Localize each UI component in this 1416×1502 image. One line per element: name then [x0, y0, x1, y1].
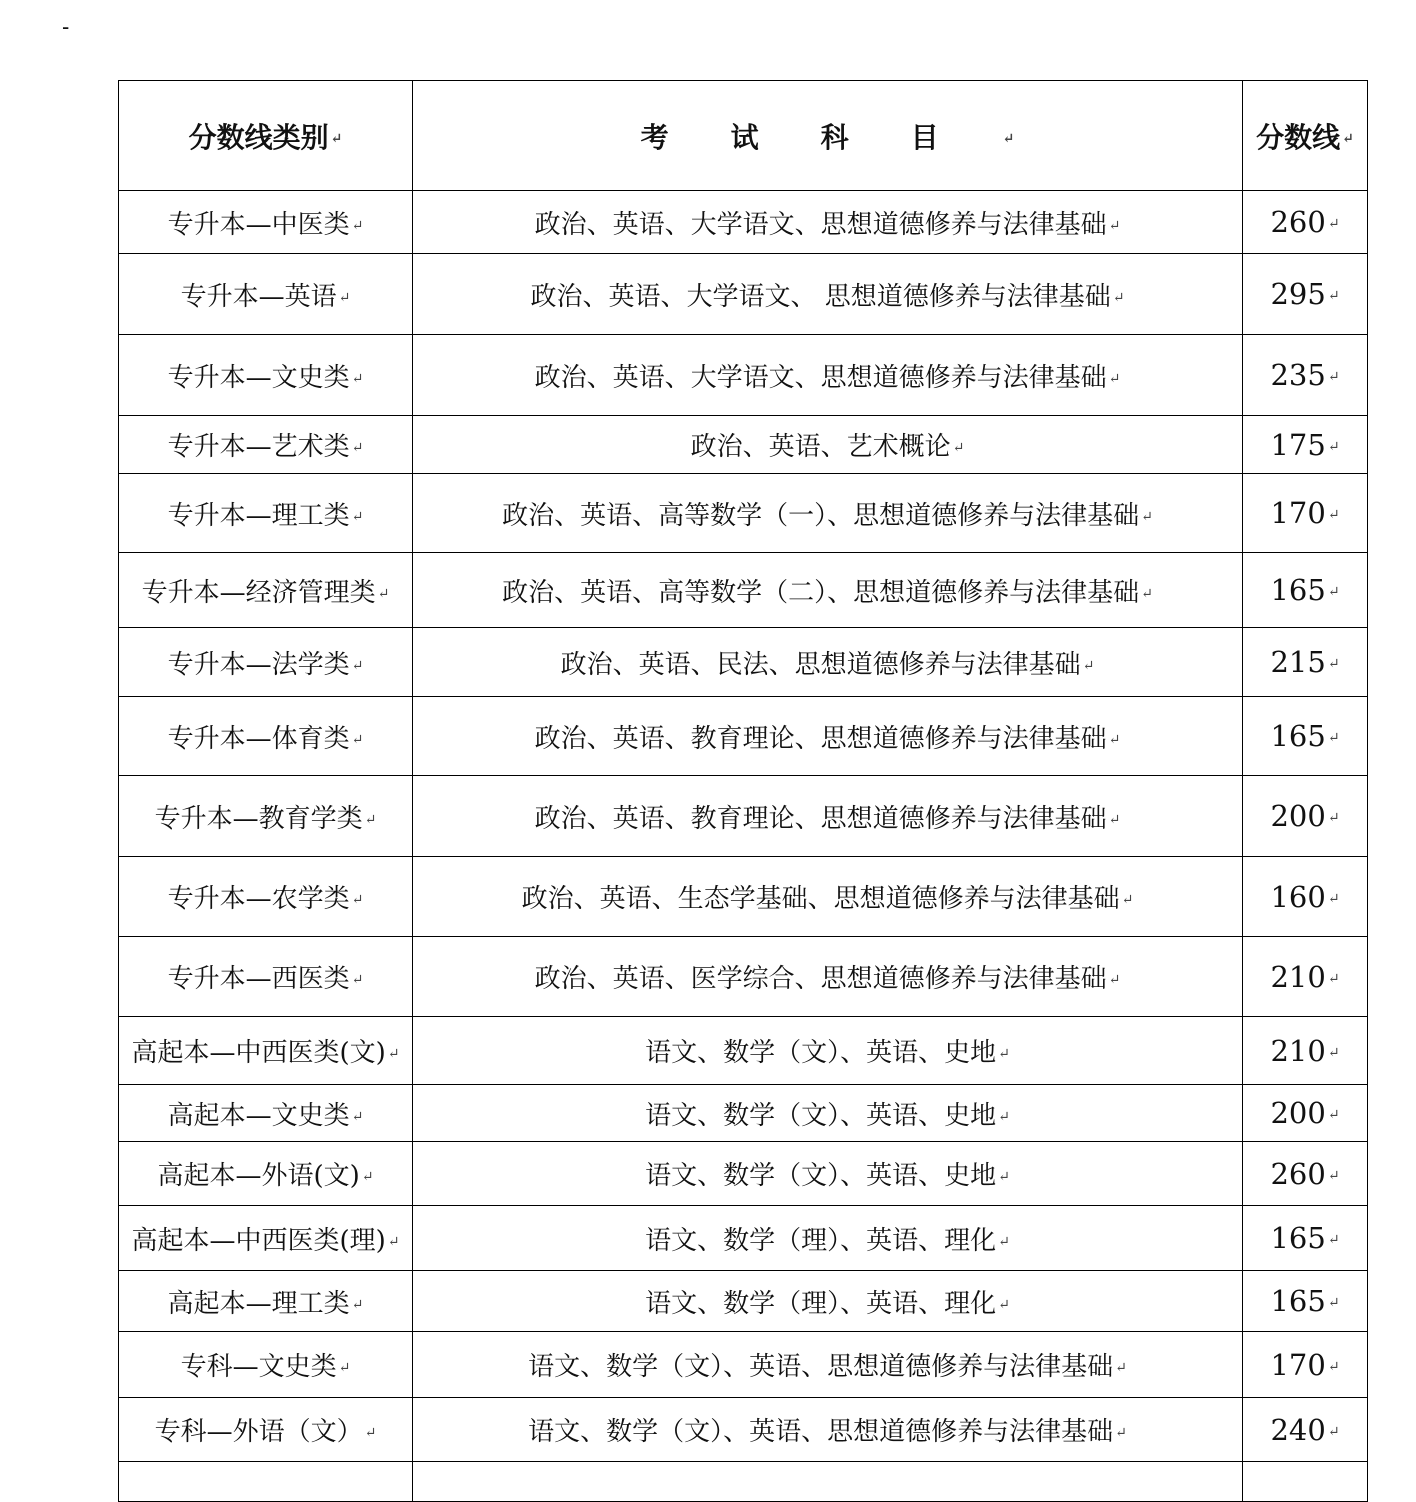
category-cell: 专科—文史类 ↵: [119, 1332, 413, 1398]
score-cell: 170 ↵: [1243, 474, 1368, 553]
paragraph-mark: ↵: [1327, 1044, 1340, 1061]
category-cell: 专升本—文史类 ↵: [119, 335, 413, 416]
paragraph-mark: ↵: [1327, 890, 1340, 907]
paragraph-mark: ↵: [351, 508, 364, 525]
category-cell: 专升本—农学类 ↵: [119, 857, 413, 937]
category-cell: 高起本—中西医类(文) ↵: [119, 1017, 413, 1085]
score-cell: 165 ↵: [1243, 1206, 1368, 1271]
table-row: [119, 776, 1368, 857]
subjects-cell: 政治、英语、高等数学（一）、思想道德修养与法律基础 ↵: [413, 474, 1243, 553]
table-row: [119, 1462, 1368, 1502]
header-category: 分数线类别 ↵: [119, 81, 413, 191]
paragraph-mark: ↵: [1327, 288, 1340, 304]
subjects-cell: 政治、英语、高等数学（二）、思想道德修养与法律基础 ↵: [413, 553, 1243, 628]
subjects-cell: 语文、数学（文）、英语、史地 ↵: [413, 1017, 1243, 1085]
score-cell: 165 ↵: [1243, 697, 1368, 776]
score-cell: 260 ↵: [1243, 191, 1368, 254]
paragraph-mark: ↵: [1327, 369, 1340, 385]
subjects-cell: 政治、英语、医学综合、思想道德修养与法律基础 ↵: [413, 937, 1243, 1017]
score-line-table: [118, 80, 1368, 1502]
paragraph-mark: ↵: [1327, 584, 1340, 600]
table-row: [119, 1085, 1368, 1142]
paragraph-mark: ↵: [338, 289, 351, 306]
table-row: [119, 416, 1368, 474]
paragraph-mark: ↵: [998, 1169, 1010, 1185]
paragraph-mark: ↵: [387, 1046, 400, 1062]
paragraph-mark: ↵: [998, 1233, 1010, 1250]
table-row: [119, 697, 1368, 776]
paragraph-mark: ↵: [330, 131, 343, 147]
paragraph-mark: ↵: [338, 1360, 351, 1376]
paragraph-mark: ↵: [351, 657, 364, 674]
subjects-cell: 政治、英语、大学语文、 思想道德修养与法律基础 ↵: [413, 254, 1243, 335]
header-subjects: 考试科目 ↵: [413, 81, 1243, 191]
score-cell: [1243, 1462, 1368, 1502]
paragraph-mark: ↵: [1082, 657, 1095, 674]
category-cell: 专升本—理工类 ↵: [119, 474, 413, 553]
paragraph-mark: ↵: [1342, 131, 1354, 147]
paragraph-mark: ↵: [351, 217, 364, 234]
subjects-cell: 政治、英语、教育理论、思想道德修养与法律基础 ↵: [413, 697, 1243, 776]
score-cell: 240 ↵: [1243, 1398, 1368, 1462]
score-cell: 170 ↵: [1243, 1332, 1368, 1398]
category-cell: 高起本—外语(文) ↵: [119, 1142, 413, 1206]
score-cell: 210 ↵: [1243, 937, 1368, 1017]
paragraph-mark: ↵: [1327, 1295, 1340, 1311]
table-row: [119, 1398, 1368, 1462]
table-row: [119, 857, 1368, 937]
subjects-cell: 政治、英语、艺术概论 ↵: [413, 416, 1243, 474]
paragraph-mark: ↵: [361, 1169, 374, 1185]
paragraph-mark: ↵: [1327, 507, 1340, 523]
paragraph-mark: ↵: [1112, 289, 1125, 306]
paragraph-mark: ↵: [1115, 1360, 1127, 1376]
table-row: [119, 1332, 1368, 1398]
score-cell: 175 ↵: [1243, 416, 1368, 474]
paragraph-mark: ↵: [351, 1296, 364, 1313]
table-row: [119, 1271, 1368, 1332]
category-cell: 专升本—法学类 ↵: [119, 628, 413, 697]
subjects-cell: 语文、数学（理）、英语、理化 ↵: [413, 1271, 1243, 1332]
paragraph-mark: ↵: [377, 585, 390, 602]
category-cell: 专科—外语（文） ↵: [119, 1398, 413, 1462]
score-cell: 165 ↵: [1243, 553, 1368, 628]
paragraph-mark: ↵: [387, 1233, 400, 1250]
paragraph-mark: ↵: [1108, 811, 1121, 828]
table-row: [119, 335, 1368, 416]
subjects-cell: 政治、英语、教育理论、思想道德修养与法律基础 ↵: [413, 776, 1243, 857]
score-cell: 235 ↵: [1243, 335, 1368, 416]
table-row: [119, 474, 1368, 553]
paragraph-mark: ↵: [998, 1046, 1010, 1062]
paragraph-mark: ↵: [1327, 730, 1340, 746]
subjects-cell: 语文、数学（文）、英语、思想道德修养与法律基础 ↵: [413, 1398, 1243, 1462]
paragraph-mark: ↵: [1327, 1423, 1340, 1440]
table-row: [119, 1142, 1368, 1206]
header-score: 分数线 ↵: [1243, 81, 1368, 191]
subjects-cell: 语文、数学（文）、英语、思想道德修养与法律基础 ↵: [413, 1332, 1243, 1398]
table-row: [119, 1017, 1368, 1085]
subjects-cell: [413, 1462, 1243, 1502]
category-cell: 高起本—理工类 ↵: [119, 1271, 413, 1332]
category-cell: 专升本—体育类 ↵: [119, 697, 413, 776]
paragraph-mark: ↵: [351, 731, 364, 748]
paragraph-mark: ↵: [1327, 1167, 1340, 1184]
paragraph-mark: ↵: [1327, 656, 1340, 672]
table-row: [119, 937, 1368, 1017]
subjects-cell: 语文、数学（文）、英语、史地 ↵: [413, 1142, 1243, 1206]
score-cell: 295 ↵: [1243, 254, 1368, 335]
table-row: [119, 191, 1368, 254]
paragraph-mark: ↵: [998, 1296, 1010, 1313]
score-cell: 160 ↵: [1243, 857, 1368, 937]
paragraph-mark: ↵: [351, 370, 364, 387]
score-cell: 165 ↵: [1243, 1271, 1368, 1332]
subjects-cell: 政治、英语、大学语文、思想道德修养与法律基础 ↵: [413, 335, 1243, 416]
score-cell: 200 ↵: [1243, 1085, 1368, 1142]
paragraph-mark: ↵: [1327, 1232, 1340, 1248]
paragraph-mark: ↵: [364, 811, 377, 828]
table-row: [119, 1206, 1368, 1271]
subjects-cell: 政治、英语、生态学基础、思想道德修养与法律基础 ↵: [413, 857, 1243, 937]
stray-dash-mark: -: [62, 14, 70, 39]
paragraph-mark: ↵: [952, 440, 965, 456]
score-cell: 215 ↵: [1243, 628, 1368, 697]
paragraph-mark: ↵: [351, 440, 364, 456]
paragraph-mark: ↵: [1108, 972, 1121, 988]
subjects-cell: 语文、数学（文）、英语、史地 ↵: [413, 1085, 1243, 1142]
paragraph-mark: ↵: [1108, 370, 1121, 387]
paragraph-mark: ↵: [1121, 892, 1134, 908]
paragraph-mark: ↵: [1327, 1107, 1340, 1123]
paragraph-mark: ↵: [1141, 585, 1153, 602]
paragraph-mark: ↵: [351, 972, 364, 988]
category-cell: 高起本—中西医类(理) ↵: [119, 1206, 413, 1271]
category-cell: 高起本—文史类 ↵: [119, 1085, 413, 1142]
category-cell: 专升本—西医类 ↵: [119, 937, 413, 1017]
category-cell: [119, 1462, 413, 1502]
paragraph-mark: ↵: [1327, 970, 1340, 987]
subjects-cell: 政治、英语、大学语文、思想道德修养与法律基础 ↵: [413, 191, 1243, 254]
paragraph-mark: ↵: [1002, 131, 1015, 147]
paragraph-mark: ↵: [1327, 216, 1340, 232]
table-header-row: [119, 81, 1368, 191]
category-cell: 专升本—教育学类 ↵: [119, 776, 413, 857]
paragraph-mark: ↵: [1327, 810, 1340, 826]
score-cell: 210 ↵: [1243, 1017, 1368, 1085]
category-cell: 专升本—中医类 ↵: [119, 191, 413, 254]
category-cell: 专升本—艺术类 ↵: [119, 416, 413, 474]
score-cell: 260 ↵: [1243, 1142, 1368, 1206]
subjects-cell: 政治、英语、民法、思想道德修养与法律基础 ↵: [413, 628, 1243, 697]
paragraph-mark: ↵: [1108, 217, 1121, 234]
paragraph-mark: ↵: [1327, 1358, 1340, 1375]
paragraph-mark: ↵: [1108, 731, 1121, 748]
paragraph-mark: ↵: [1327, 438, 1340, 455]
paragraph-mark: ↵: [1141, 508, 1153, 525]
category-cell: 专升本—经济管理类 ↵: [119, 553, 413, 628]
paragraph-mark: ↵: [998, 1108, 1010, 1125]
paragraph-mark: ↵: [351, 892, 364, 908]
category-cell: 专升本—英语 ↵: [119, 254, 413, 335]
table-row: [119, 628, 1368, 697]
paragraph-mark: ↵: [351, 1108, 364, 1125]
subjects-cell: 语文、数学（理）、英语、理化 ↵: [413, 1206, 1243, 1271]
paragraph-mark: ↵: [364, 1425, 377, 1441]
score-cell: 200 ↵: [1243, 776, 1368, 857]
table-row: [119, 254, 1368, 335]
paragraph-mark: ↵: [1115, 1425, 1127, 1441]
table-row: [119, 553, 1368, 628]
